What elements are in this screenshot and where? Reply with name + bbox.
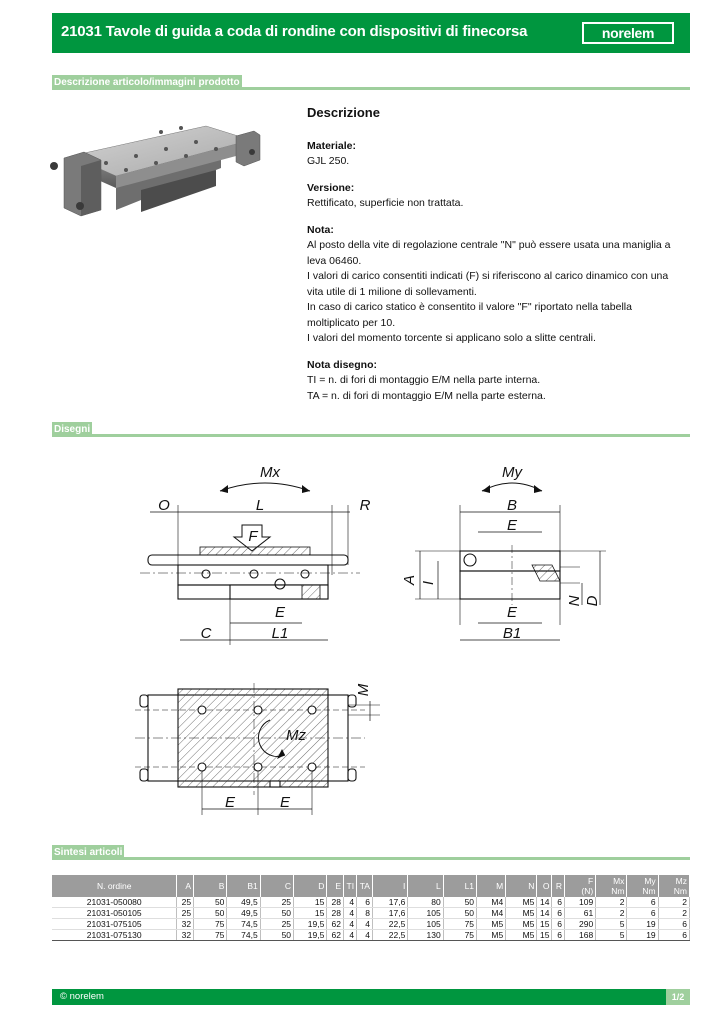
table-header-cell: R [552,875,564,897]
material-block [307,139,687,170]
section-description-bar [52,75,690,90]
table-cell: 21031-075130 [52,930,177,941]
article-table [52,875,690,941]
table-cell: M4 [477,897,506,908]
table-header-cell: My Nm [627,875,658,897]
table-cell: 50 [260,930,293,941]
table-body [52,897,690,941]
version-value: Rettificato, superficie non trattata. [307,197,464,209]
table-row [52,908,690,919]
table-header-cell: Mx Nm [596,875,627,897]
table-cell: 50 [443,897,476,908]
table-cell: 6 [658,930,689,941]
table-cell: M5 [477,930,506,941]
table-cell: 105 [408,908,443,919]
table-cell: 17,6 [372,897,407,908]
label-B: B [506,497,518,514]
table-header-cell: B [194,875,227,897]
table-cell: 61 [564,908,595,919]
table-row [52,897,690,908]
label-L1: L1 [271,625,289,642]
table-cell: 62 [327,919,344,930]
table-header-cell: TI [344,875,357,897]
table-header-cell: F (N) [564,875,595,897]
label-My: My [502,464,522,481]
description-heading: Descrizione [307,105,380,120]
page-header [52,13,690,53]
table-cell: 21031-050080 [52,897,177,908]
table-cell: 75 [443,919,476,930]
label-Mz: Mz [286,727,306,744]
table-header-cell: N [506,875,537,897]
material-value: GJL 250. [307,155,350,167]
table-cell: M5 [506,930,537,941]
version-label: Versione: [307,181,355,194]
table-cell: 15 [537,919,552,930]
table-cell: 75 [194,919,227,930]
table-header-cell: Mz Nm [658,875,689,897]
norelem-logo [582,22,674,44]
drawing-note-label: Nota disegno: [307,358,377,371]
table-cell: M5 [506,919,537,930]
section-divider [52,434,690,437]
label-C: C [200,625,212,642]
table-cell: 6 [627,908,658,919]
label-O: O [158,497,170,514]
page-footer [52,989,690,1005]
version-block [307,181,687,212]
table-cell: 15 [294,897,327,908]
table-cell: 21031-075105 [52,919,177,930]
table-cell: 4 [344,930,357,941]
label-Mx: Mx [260,464,280,481]
table-cell: 32 [177,930,194,941]
table-cell: 21031-050105 [52,908,177,919]
label-L: L [255,497,265,514]
table-cell: 4 [344,897,357,908]
table-cell: 6 [658,919,689,930]
table-cell: 14 [537,908,552,919]
table-cell: 32 [177,919,194,930]
label-I: I [420,580,437,586]
material-label: Materiale: [307,139,357,152]
table-cell: 6 [552,919,564,930]
label-E: E [279,794,291,811]
table-cell: 17,6 [372,908,407,919]
label-D: D [584,595,601,607]
table-row [52,919,690,930]
table-cell: 49,5 [227,897,260,908]
table-cell: 19,5 [294,930,327,941]
table-cell: 22,5 [372,919,407,930]
table-cell: 22,5 [372,930,407,941]
table-cell: 74,5 [227,919,260,930]
table-cell: 4 [357,919,373,930]
table-cell: 49,5 [227,908,260,919]
table-cell: 5 [596,919,627,930]
note-block [307,223,687,347]
table-cell: 130 [408,930,443,941]
product-image [46,118,266,238]
table-header-cell: D [294,875,327,897]
table-header-cell: N. ordine [52,875,177,897]
table-header-cell: L [408,875,443,897]
table-cell: M5 [506,908,537,919]
table-cell: 80 [408,897,443,908]
section-drawings-label: Disegni [54,424,91,435]
table-cell: M5 [506,897,537,908]
table-header-cell: O [537,875,552,897]
label-N: N [566,595,583,607]
table-header-cell: B1 [227,875,260,897]
label-R: R [359,497,371,514]
table-cell: 19 [627,930,658,941]
table-cell: 28 [327,897,344,908]
table-cell: 6 [357,897,373,908]
table-cell: 50 [194,908,227,919]
table-header-cell: TA [357,875,373,897]
table-row [52,930,690,941]
table-cell: 25 [260,897,293,908]
table-cell: 74,5 [227,930,260,941]
table-cell: 290 [564,919,595,930]
page-title: 21031 Tavole di guida a coda di rondine con dispositivi di finecorsa [61,23,528,40]
table-cell: 25 [177,897,194,908]
table-cell: 6 [552,908,564,919]
technical-drawing [120,455,620,825]
table-cell: 75 [443,930,476,941]
table-cell: 15 [294,908,327,919]
note-label: Nota: [307,223,334,236]
table-cell: 4 [344,919,357,930]
description-panel [307,105,687,415]
label-A: A [401,574,418,586]
table-cell: 19,5 [294,919,327,930]
table-cell: 14 [537,897,552,908]
drawing-note-line: TA = n. di fori di montaggio E/M nella parte esterna. [307,389,546,402]
table-cell: 50 [443,908,476,919]
label-F: F [248,528,258,545]
label-E: E [274,604,286,621]
drawing-note-line: TI = n. di fori di montaggio E/M nella parte interna. [307,374,541,386]
table-cell: 6 [627,897,658,908]
table-cell: 2 [658,897,689,908]
drawing-note-block [307,358,687,405]
table-cell: 19 [627,919,658,930]
table-cell: 25 [260,919,293,930]
top-view [135,683,380,815]
footer-copyright: © norelem [60,991,104,1002]
note-line: I valori del momento torcente si applicano solo a slitte centrali. [307,332,596,344]
table-cell: 4 [357,930,373,941]
table-cell: M5 [477,919,506,930]
note-line: In caso di carico statico è consentito il valore "F" riportato nella tabella moltiplicato per 10. [307,301,632,329]
section-divider [52,857,690,860]
table-header-cell: M [477,875,506,897]
table-cell: 50 [194,897,227,908]
table-header-cell: I [372,875,407,897]
table-cell: 50 [260,908,293,919]
table-cell: 6 [552,930,564,941]
front-view [140,464,371,645]
table-cell: 105 [408,919,443,930]
label-B1: B1 [502,625,522,642]
table-header-cell: A [177,875,194,897]
logo-text: norelem [601,25,655,41]
table-cell: 75 [194,930,227,941]
table-header-cell: L1 [443,875,476,897]
table-cell: 2 [658,908,689,919]
table-cell: 25 [177,908,194,919]
table-cell: 6 [552,897,564,908]
table-header-cell: E [327,875,344,897]
table-cell: M4 [477,908,506,919]
label-E: E [506,604,518,621]
table-cell: 109 [564,897,595,908]
table-cell: 8 [357,908,373,919]
table-header-cell: C [260,875,293,897]
table-cell: 168 [564,930,595,941]
section-summary-bar [52,845,690,860]
table-cell: 62 [327,930,344,941]
table-header-row [52,875,690,897]
section-description-label: Descrizione articolo/immagini prodotto [54,77,240,88]
label-E: E [224,794,236,811]
table-cell: 28 [327,908,344,919]
note-line: I valori di carico consentiti indicati (F) si riferiscono al carico dinamico con una vita utile di 1 milione di sollevamenti. [307,270,669,298]
table-cell: 15 [537,930,552,941]
side-view [401,464,606,642]
section-drawings-bar [52,422,690,437]
table-cell: 2 [596,897,627,908]
page-number: 1/2 [666,989,690,1005]
table-cell: 4 [344,908,357,919]
label-E: E [506,517,518,534]
table-cell: 2 [596,908,627,919]
article-table-wrap [52,875,690,941]
label-M: M [355,683,372,697]
table-cell: 5 [596,930,627,941]
note-line: Al posto della vite di regolazione centrale "N" può essere usata una maniglia a leva 06460. [307,239,671,267]
section-summary-label: Sintesi articoli [54,847,123,858]
